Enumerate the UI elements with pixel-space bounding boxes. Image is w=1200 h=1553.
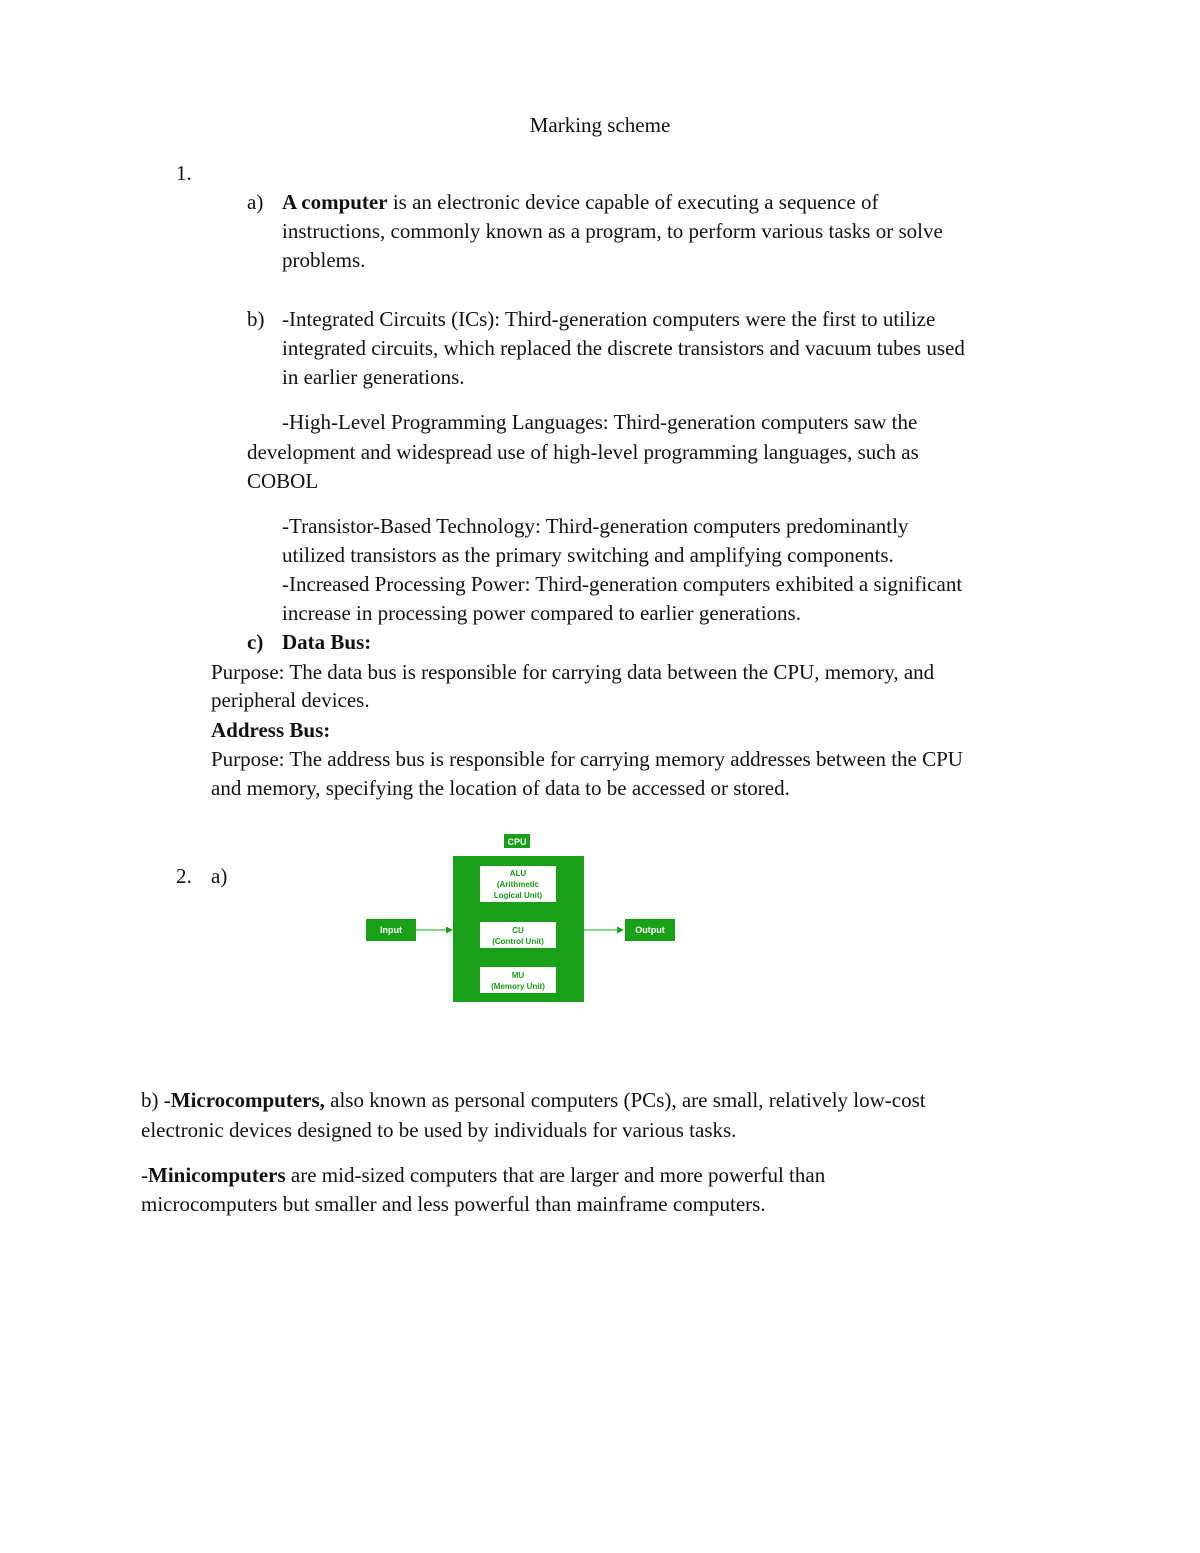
q1b-hll-line-1: -High-Level Programming Languages: Third-generation computers saw the (282, 410, 918, 434)
mini-prefix: - (141, 1163, 148, 1187)
q1a-line-1 (282, 188, 879, 218)
mini-text-1: are mid-sized computers that are larger and more powerful than (285, 1163, 826, 1187)
alu-line-1: ALU (509, 869, 527, 878)
q1a-label: a) (247, 190, 264, 214)
mini-term: Minicomputers (148, 1163, 286, 1187)
alu-line-3: Logical Unit) (493, 891, 543, 900)
q2a-label: a) (211, 864, 228, 888)
q1b-hll-line-3: COBOL (247, 469, 319, 493)
address-bus-line-1: Purpose: The address bus is responsible for carrying memory addresses between the CPU (211, 747, 963, 771)
address-bus-heading: Address Bus: (211, 718, 331, 742)
page-title: Marking scheme (529, 113, 671, 137)
q2b-micro-line-1 (141, 1086, 926, 1116)
q2b-micro-line-2: electronic devices designed to be used by individuals for various tasks. (141, 1118, 737, 1142)
q1c-label: c) (247, 630, 264, 654)
q2b-mini-line-1 (141, 1161, 825, 1191)
q1b-ipp-line-2: increase in processing power compared to earlier generations. (282, 601, 801, 625)
q1a-line-2: instructions, commonly known as a program, to perform various tasks or solve (282, 219, 943, 243)
cpu-label: CPU (507, 837, 527, 847)
mu-line-2: (Memory Unit) (491, 982, 545, 991)
cu-line-1: CU (512, 926, 524, 935)
q2b-mini-line-2: microcomputers but smaller and less powerful than mainframe computers. (141, 1192, 766, 1216)
q2b-prefix: b) - (141, 1088, 171, 1112)
q1b-ic-line-2: integrated circuits, which replaced the discrete transistors and vacuum tubes used (282, 336, 965, 360)
q1a-text-1: is an electronic device capable of executing a sequence of (387, 190, 879, 214)
question-2-number: 2. (176, 864, 192, 888)
q1b-tbt-line-2: utilized transistors as the primary switching and amplifying components. (282, 543, 894, 567)
micro-text-1: also known as personal computers (PCs), are small, relatively low-cost (324, 1088, 926, 1112)
output-label: Output (635, 925, 665, 935)
q1b-ipp-line-1: -Increased Processing Power: Third-generation computers exhibited a significant (282, 572, 963, 596)
cpu-block-diagram (362, 832, 678, 1006)
data-bus-line-2: peripheral devices. (211, 688, 370, 712)
q1b-ic-line-3: in earlier generations. (282, 365, 465, 389)
q1b-hll-line-2: development and widespread use of high-level programming languages, such as (247, 440, 919, 464)
address-bus-line-2: and memory, specifying the location of data to be accessed or stored. (211, 776, 790, 800)
q1b-tbt-line-1: -Transistor-Based Technology: Third-generation computers predominantly (282, 514, 909, 538)
q1b-ic-line-1: -Integrated Circuits (ICs): Third-generation computers were the first to utilize (282, 307, 936, 331)
q1b-label: b) (247, 307, 265, 331)
cu-line-2: (Control Unit) (492, 937, 544, 946)
question-1-number: 1. (176, 161, 192, 185)
alu-line-2: (Arithmetic (496, 880, 540, 889)
micro-term: Microcomputers, (170, 1088, 325, 1112)
q1a-line-3: problems. (282, 248, 366, 272)
mu-line-1: MU (511, 971, 525, 980)
data-bus-line-1: Purpose: The data bus is responsible for carrying data between the CPU, memory, and (211, 660, 935, 684)
input-label: Input (380, 925, 402, 935)
data-bus-heading: Data Bus: (282, 630, 372, 654)
q1a-term: A computer (282, 190, 388, 214)
cpu-diagram-svg (362, 832, 678, 1006)
